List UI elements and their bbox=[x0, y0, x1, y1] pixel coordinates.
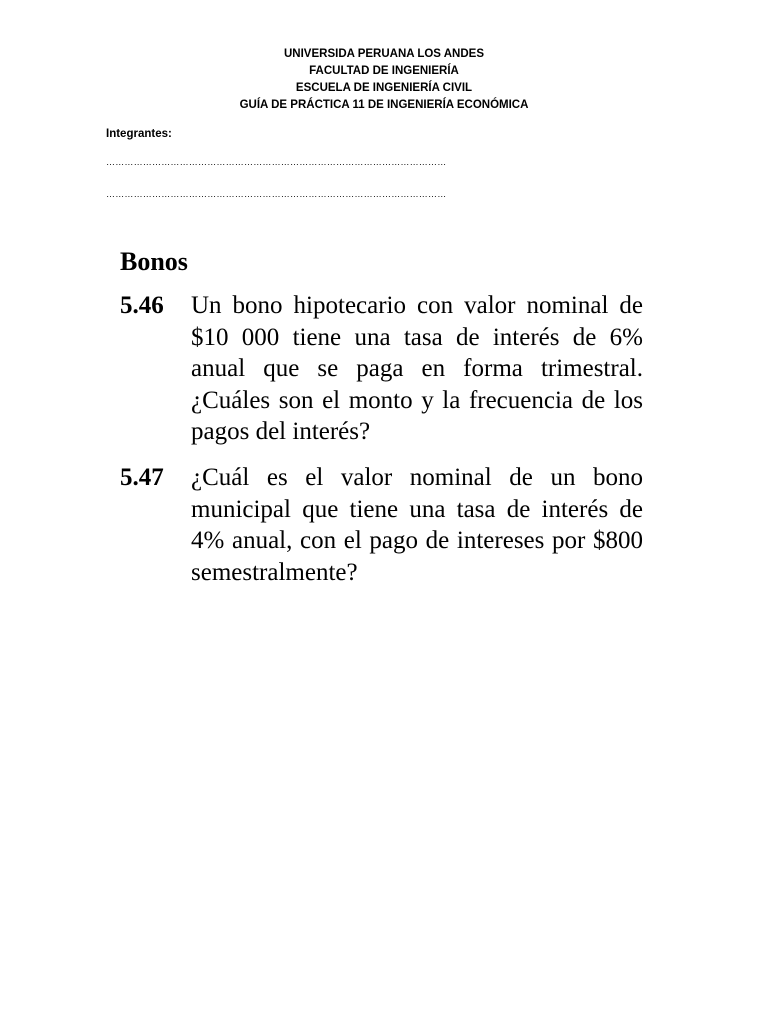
problem-number: 5.46 bbox=[120, 292, 164, 319]
problem-5-46 bbox=[120, 290, 650, 448]
faculty-name: FACULTAD DE INGENIERÍA bbox=[309, 65, 459, 77]
problem-text: Un bono hipotecario con valor nominal de $10 000 tiene una tasa de interés de 6% anual que se paga en forma trimestral. ¿Cuáles son el monto y la frecuencia de los pagos del interés? bbox=[191, 292, 643, 445]
section-title: Bonos bbox=[120, 247, 188, 276]
guide-title: GUÍA DE PRÁCTICA 11 DE INGENIERÍA ECONÓMICA bbox=[239, 99, 529, 111]
school-name: ESCUELA DE INGENIERÍA CIVIL bbox=[295, 82, 473, 94]
integrantes-dotted-line-2: ………………………………………………………………………………………………… bbox=[106, 189, 447, 199]
problem-number: 5.47 bbox=[120, 464, 164, 491]
integrantes-dotted-line-1: ………………………………………………………………………………………………… bbox=[106, 157, 447, 167]
university-name: UNIVERSIDA PERUANA LOS ANDES bbox=[284, 48, 484, 60]
document-header bbox=[0, 46, 768, 114]
integrantes-label: Integrantes: bbox=[106, 128, 172, 140]
problem-5-47 bbox=[120, 462, 650, 588]
problem-text: ¿Cuál es el valor nominal de un bono municipal que tiene una tasa de interés de 4% anual, con el pago de intereses por $800 semestralmente? bbox=[191, 464, 643, 586]
